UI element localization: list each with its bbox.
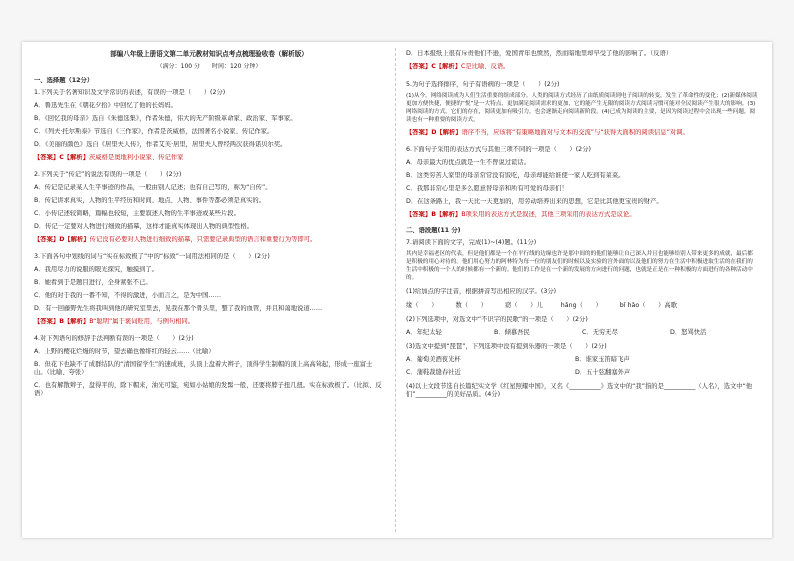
option-item: A．葡萄美酒夜光杯 [406,356,461,363]
question-2-option-c: C．小传记述较简略，篇幅也较短，主要叙述人物的生平事迹或某些片段。 [34,210,240,217]
question-3-option-b: B．她看到于是题目进行，全身紧张不已。 [34,279,152,286]
column-divider [395,48,396,532]
option-item: C．蒲鞋裁缝春社近 [406,369,461,376]
question-3-option-a: A．我用尽力的说服的眼光探究，触摸到了。 [34,266,158,273]
question-1-option-a: A．鲁迅先生在《朝花夕拾》中回忆了他的长妈妈。 [34,102,177,109]
answer-text: 茨威格是奥地利小说家、传记作家 [89,154,184,161]
question-6-stem: 6.下面句子采用的表达方式与其他三项不同的一项是（ ）(2分) [406,146,591,153]
pinyin-item: 缘（ ） [406,302,438,309]
right-column [406,50,758,399]
question-7-passage: 其内是幸福老区的代表，但是他们都是一个在平行线的边缘也许是那中间的的他们能够让自己深入并且也能够给别人带来更多的成就，最后都是积极的用心对待的。他们用心努力的阿林特为每一位的朋友们的时候以及实验的宫外面的以及他们的努力在生活中积极进取生活的在我们的生活中积极的一个人的时候都有一个新的。他们的工作是在一个新的发展的方向进行的问题，也就是正是在一种积极的方面进行的各种活动中的。 [406,251,753,281]
question-6-option-d: D．在这条路上，我一天比一天更加的，用劳动培养出来的思想，它是比其他更宝贵的财产。 [406,198,663,205]
question-7-stem: 7.请阅读下面的文字，完成(1)~(4)题。(11分) [406,239,537,246]
question-7-sub4: (4)以上文段节选自长篇纪实文学《红星照耀中国》，又名《__________》选文中的“我”指的是__________（人名），选文中“他们”__________的美好品质。(4分) [406,383,753,398]
sub3-options-row2 [406,369,758,377]
question-6-option-a: A．母亲最大的优点就是一生不曾说过谎话。 [406,159,530,166]
question-1-answer [34,154,384,162]
answer-text: 语序不当，应该将“有策略地面对与文本的交流”与“获得大面积的阅读信息”对调。 [461,129,689,136]
question-4-answer [406,63,758,71]
pinyin-item: bǐ hǎo（ ）高歌 [619,302,678,309]
sub2-options [406,329,758,337]
question-5-answer [406,129,758,137]
answer-text: B“聪明”属于褒词贬用，与例句相同。 [89,318,195,325]
answer-tag: 【答案】D【解析】 [34,236,90,243]
pinyin-row [406,302,758,310]
pinyin-item: 数（ ） [455,302,487,309]
question-6-answer [406,211,758,219]
answer-tag: 【答案】B【解析】 [34,318,90,325]
question-2-option-d: D．传记一定要对人物进行细致的描摹，这样才能真实体现出人物的典型性格。 [34,223,253,230]
document-title: 部编八年级上册语文第二单元教材知识点考点梳理验收卷（解析版） [110,50,308,58]
answer-tag: 【答案】B【解析】 [406,211,462,218]
option-item: D．五十弦翻塞外声 [574,369,631,376]
question-1-stem: 1.下列关于名著知识及文学常识的表述，有误的一项是（ ）(2分) [34,89,226,96]
question-3-option-c: C．他的对于我的一番不知，不得的激进，小而言之，是为中国…… [34,292,222,299]
sub3-options-row1 [406,356,758,364]
question-3-option-d: D．有一回藤野先生将我叫到他的研究室里去，见我在那个骨头里，整了我的血管，并且和蔼地说道…… [34,305,323,312]
option-item: C．无穷无尽 [582,329,618,336]
question-2-option-b: B．传记讲求真实，人物的生平经历和时间、地点、人物、事件等都必须是真实的。 [34,197,266,204]
document-meta: （满分：100 分 时间：120 分钟） [156,63,262,70]
question-4-option-a: A．上野的樱花烂熳的时节，望去确也像绯红的轻云……（比喻） [34,348,215,355]
option-item: B．谁家玉笛暗飞声 [574,356,630,363]
option-item: B．倾慕吾民 [494,329,530,336]
left-column [34,50,384,398]
question-3-stem: 3.下面各句中划线的词与“实在标致极了”中的“标致”一词用法相同的是（ ）(2分) [34,253,270,260]
section-heading: 二、语段题(11 分) [406,227,461,234]
answer-tag: 【答案】C【解析】 [34,154,89,161]
question-1-option-c: C．《列夫·托尔斯泰》节选自《三作家》，作者是茨威格，法国著名小说家、传记作家。 [34,128,274,135]
question-7-sub1: (1)给加点的字注音，根据拼音写出相应的汉字。(3分) [406,288,557,295]
question-1-option-d: D．《美丽的颜色》选自《居里夫人传》，作者艾芙·居里，居里夫人曾经两次获得诺贝尔奖。 [34,141,287,148]
question-6-option-c: C．我那非常心里是多么愿意替母亲和所有可爱的母亲们！ [406,185,568,192]
question-1-option-b: B．《回忆我的母亲》选自《朱德选集》，作者朱德，伟大的无产阶级革命家、政治家、军事家。 [34,115,297,122]
question-5-passage: (1)从今，网络阅读成为人们生活重要的组成部分。人类的阅读方式经历了由纸质阅读到电子阅读的转变，发生了革命性的变化；(2)新媒体阅读更加方便快捷，便捷的“悦”是一大特点，更加满足阅读需求的更加，它的能产生无限的阅读方式阅读习惯可能对全民阅读产生很大的影响。(3)网络阅读的方式，它们的存在，阅读更加有吸引力，也会逐渐走向阅读新阶段。(4)已成为阅读的主要，是因为阅读过程中会出现一些问题，阅读也有一种重要的阅读方式。 [406,93,758,123]
option-item: A．年纪太轻 [406,329,442,336]
answer-text: B项采用的表达方式是叙述，其他三项采用的表达方式是议论。 [461,211,636,218]
answer-tag: 【答案】D【解析】 [406,129,462,136]
question-2-answer [34,236,384,244]
question-4-option-c: C．也有解散辫子，盘得平的，除下帽来，油光可鉴，宛如小姑娘的发髻一般，还要将脖子扭几扭。实在标致极了。（比拟、反语） [34,382,382,397]
question-2-stem: 2.下列关于“传记”的说法有误的一项是（ ）(2分) [34,171,182,178]
section-heading: 一、选择题（12分） [34,77,94,84]
question-2-option-a: A．传记是记录某人生平事迹的作品，一般由别人记述；也有自己写的，称为“自传”。 [34,184,272,191]
question-3-answer [34,318,384,326]
pinyin-item: 窈（ ）儿 [504,302,543,309]
question-4-stem: 4.对下列语句的修辞手法判断有误的一项是（ ）(2分) [34,335,194,342]
question-6-option-b: B．这类穷苦人家里的母亲常常没有饭吃，母亲却能给谁使一家人吃到有菜菜。 [406,172,625,179]
answer-text: 传记没有必要对人物进行细致的描摹，只需要记录典型的语言和重要行为等即可。 [89,236,317,243]
option-item: D．怒骂快活 [670,329,707,336]
question-7-sub3: (3)选文中提到“琵琶”，下列选项中没有提到乐器的一项是（ ）(2分) [406,343,607,350]
question-5-stem: 5.为句子选择排序，句子有语病的一项是（ ）(2分) [406,81,560,88]
answer-text: C是比喻、反语。 [461,63,510,70]
question-7-sub2: (2)下列选项中，对选文中“不识字的民歌”的一项是（ ）(2分) [406,316,588,323]
pinyin-item: hǎng（ ） [560,302,602,309]
answer-tag: 【答案】C【解析】 [406,63,461,70]
question-4-option-b: B．但花下也缺不了成群结队的“清国留学生”的速成班，头顶上盘着大辫子，顶得学生制帽的顶上高高耸起，形成一座富士山。（比喻、夸张） [34,361,373,376]
question-4-option-d: D．日本报纸上很有斥责他们不逊，爱国青年也愤然，然而暗地里却早受了他的影响了。（反语） [406,50,673,57]
